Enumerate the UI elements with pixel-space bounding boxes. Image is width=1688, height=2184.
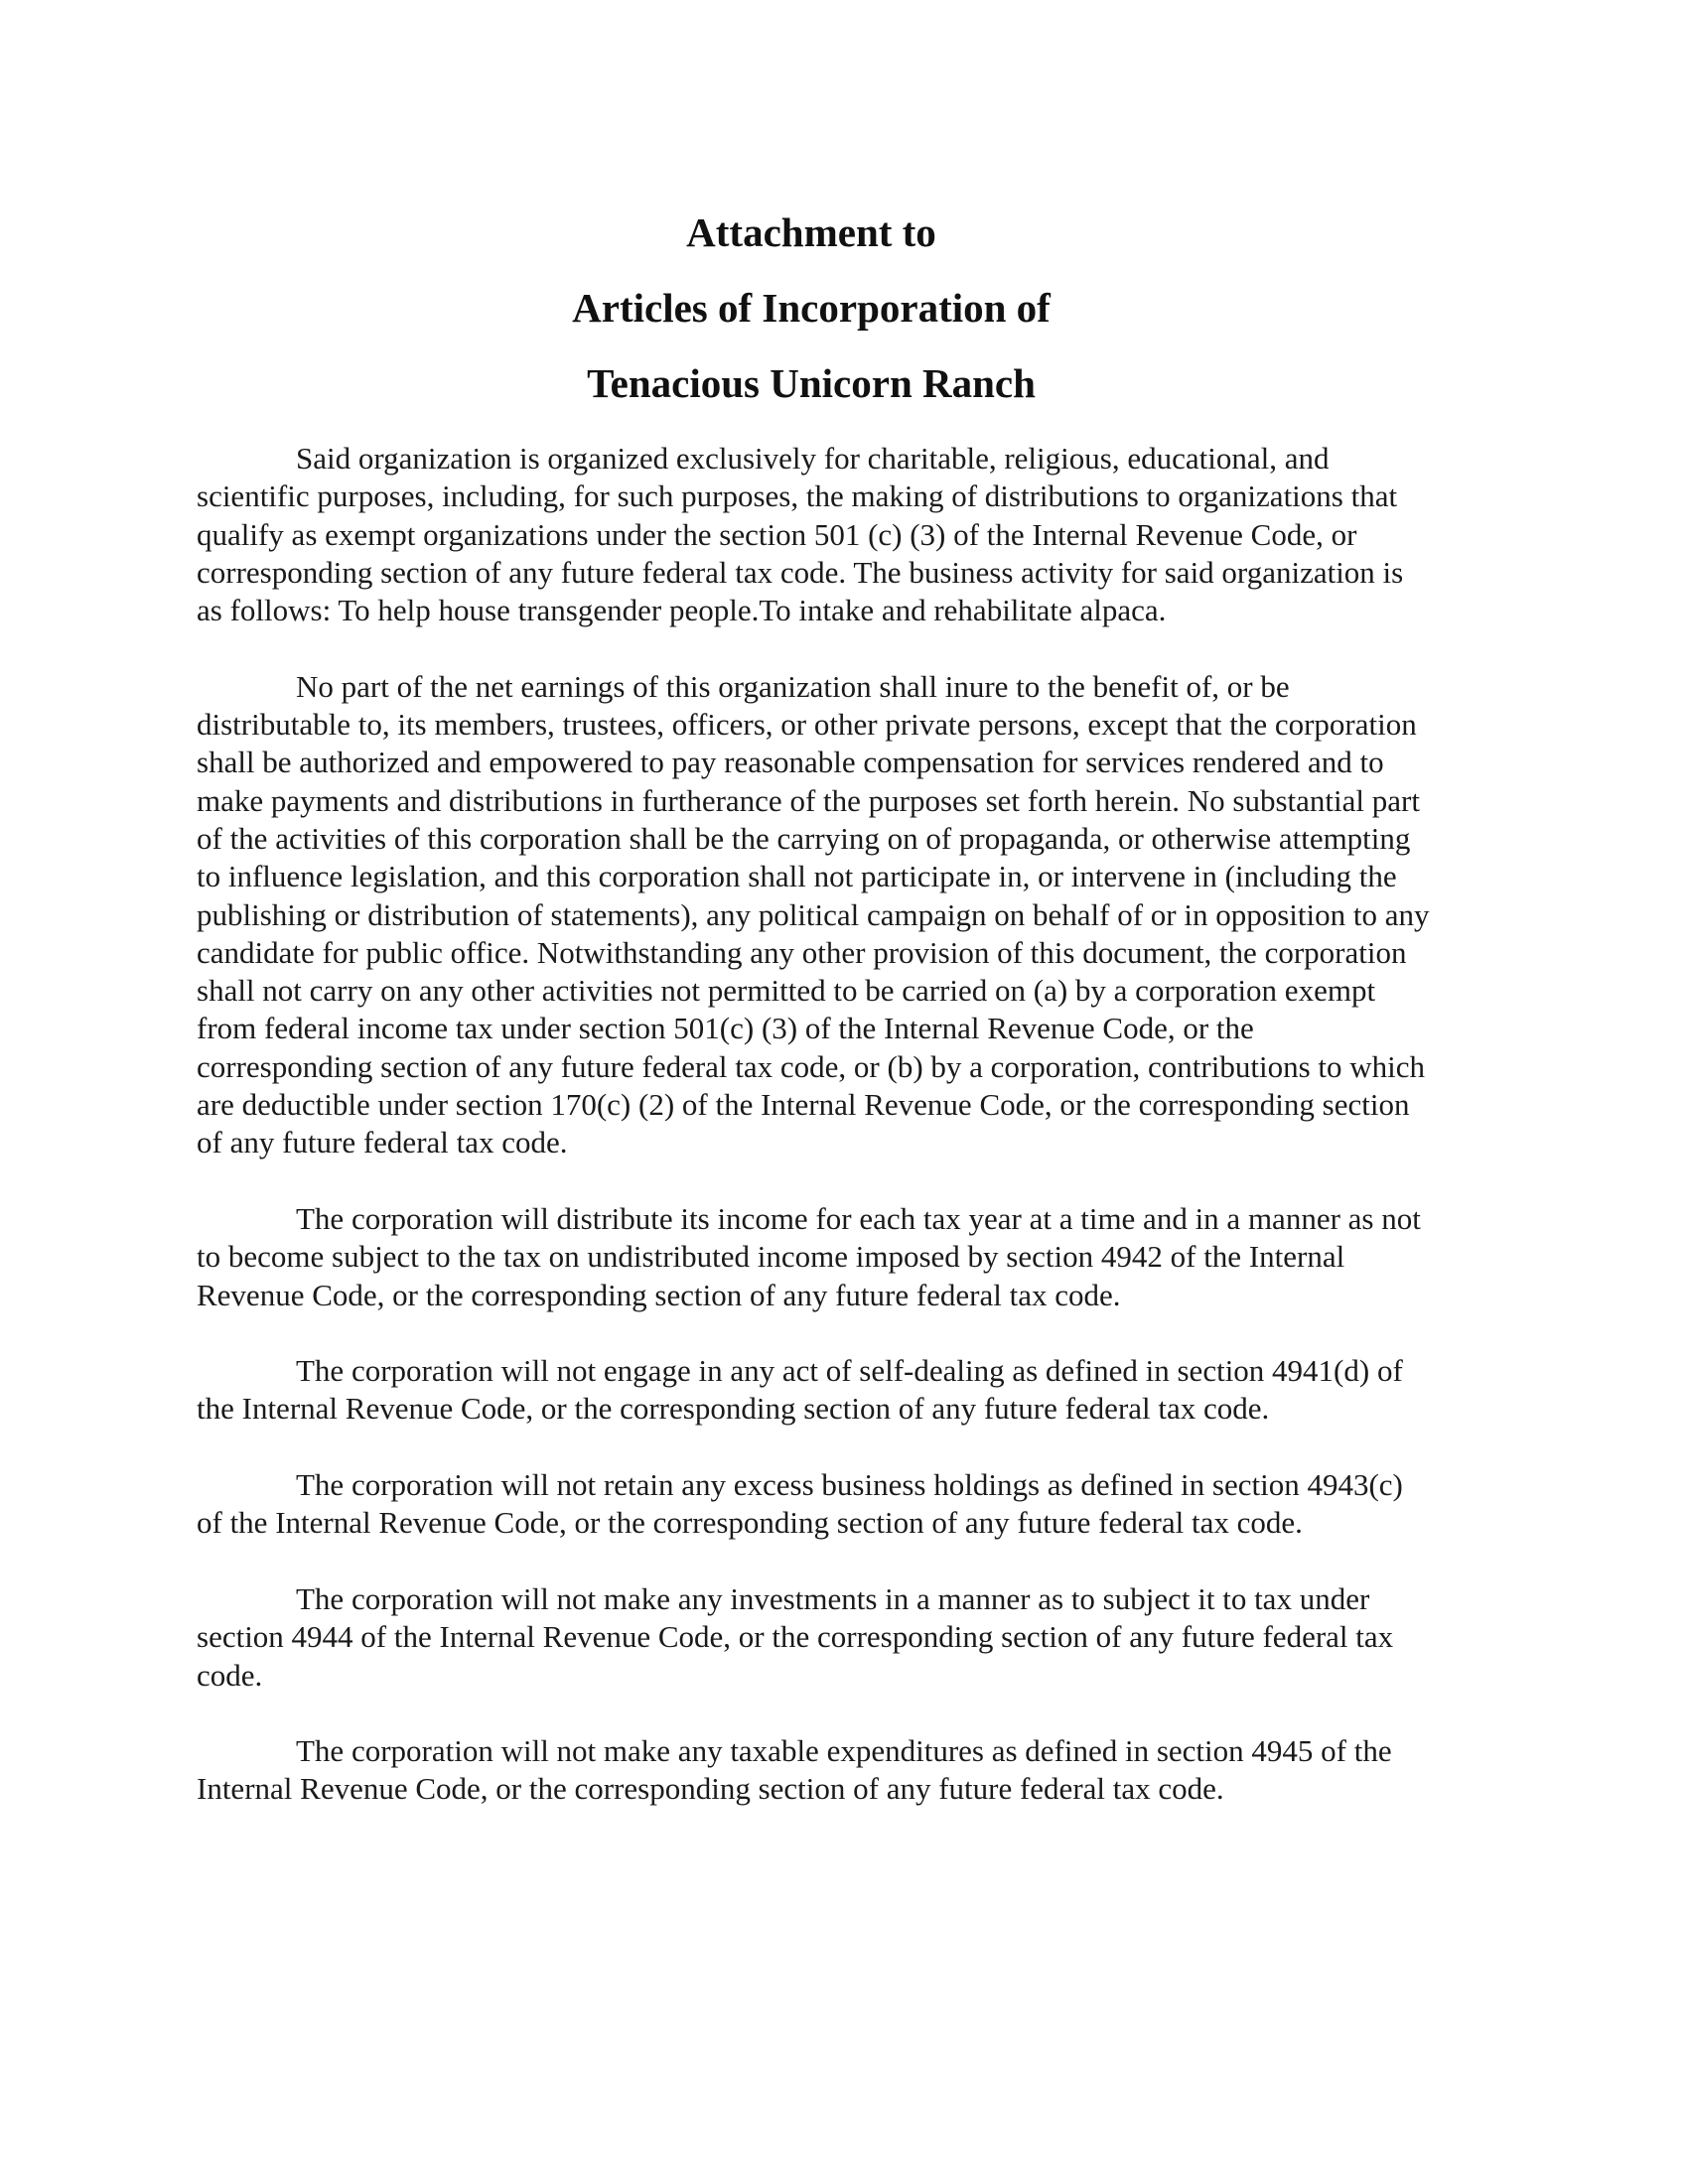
paragraph-purpose: Said organization is organized exclusively for charitable, religious, educational, and scientific purposes, including, for such purposes, the making of distributions to organizations that qualify as exempt organizations under the section 501 (c) (3) of the Internal Revenue Code, or corresponding section of any future federal tax code. The business activity for said organization is as follows: To help house transgender people.To intake and rehabilitate alpaca. (197, 441, 1404, 628)
title-line-1: Attachment to (686, 209, 936, 255)
title-line-2: Articles of Incorporation of (572, 285, 1051, 331)
paragraph-net-earnings: No part of the net earnings of this organization shall inure to the benefit of, or be distributable to, its members, trustees, officers, or other private persons, except that the corporation shall be authorized and empowered to pay reasonable compensation for services rendered and to make payments and distributions in furtherance of the purposes set forth herein. No substantial part of the activities of this corporation shall be the carrying on of propaganda, or otherwise attempting to influence legislation, and this corporation shall not participate in, or intervene in (including the publishing or distribution of statements), any political campaign on behalf of or in opposition to any candidate for public office. Notwithstanding any other provision of this document, the corporation shall not carry on any other activities not permitted to be carried on (a) by a corporation exempt from federal income tax under section 501(c) (3) of the Internal Revenue Code, or the corresponding section of any future federal tax code, or (b) by a corporation, contributions to which are deductible under section 170(c) (2) of the Internal Revenue Code, or the corresponding section of any future federal tax code. (197, 668, 1430, 1160)
paragraph-taxable-expenditures: The corporation will not make any taxable expenditures as defined in section 4945 of the Internal Revenue Code, or the corresponding section of any future federal tax code. (197, 1733, 1392, 1807)
document-body (197, 440, 1434, 1846)
document-title (0, 195, 1622, 421)
title-line-3: Tenacious Unicorn Ranch (587, 360, 1036, 406)
paragraph-income-distribution: The corporation will distribute its income for each tax year at a time and in a manner as not to become subject to the tax on undistributed income imposed by section 4942 of the Internal Revenue Code, or the corresponding section of any future federal tax code. (197, 1200, 1421, 1312)
paragraph-business-holdings: The corporation will not retain any excess business holdings as defined in section 4943(c) of the Internal Revenue Code, or the corresponding section of any future federal tax code. (197, 1467, 1403, 1541)
paragraph-investments: The corporation will not make any investments in a manner as to subject it to tax under section 4944 of the Internal Revenue Code, or the corresponding section of any future federal tax code. (197, 1580, 1394, 1693)
paragraph-self-dealing: The corporation will not engage in any act of self-dealing as defined in section 4941(d) of the Internal Revenue Code, or the corresponding section of any future federal tax code. (197, 1353, 1403, 1427)
